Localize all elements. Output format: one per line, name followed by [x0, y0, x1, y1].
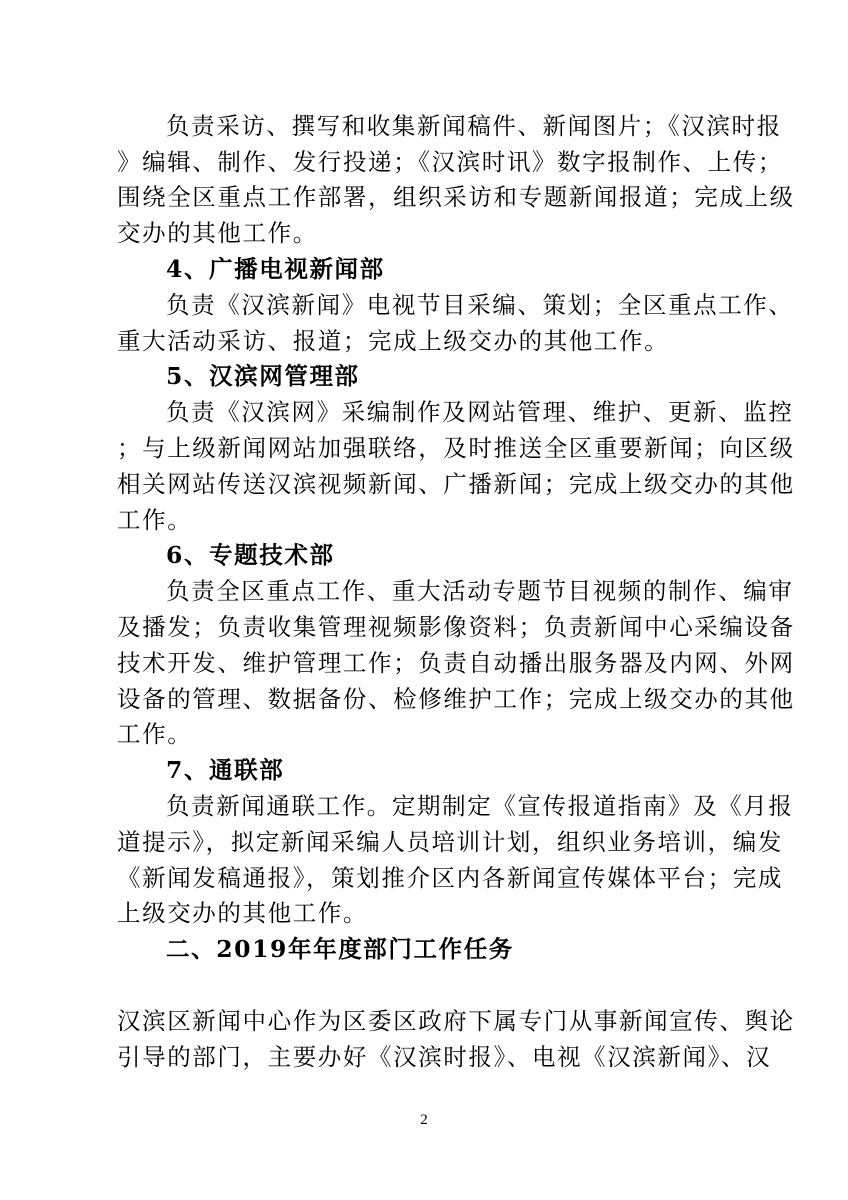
section-heading: 5、汉滨网管理部	[166, 362, 360, 390]
paragraph-line: 上级交办的其他工作。	[117, 899, 368, 927]
paragraph-line: 负责《汉滨网》采编制作及网站管理、维护、更新、监控	[166, 398, 794, 426]
part-heading: 二、2019年年度部门工作任务	[166, 935, 514, 963]
paragraph-line: 技术开发、维护管理工作；负责自动播出服务器及内网、外网	[117, 649, 795, 677]
paragraph-line: 道提示》，拟定新闻采编人员培训计划，组织业务培训，编发	[117, 828, 783, 856]
section-heading: 7、通联部	[166, 756, 285, 784]
paragraph-line: 围绕全区重点工作部署，组织采访和专题新闻报道；完成上级	[117, 183, 795, 211]
paragraph-line: 负责全区重点工作、重大活动专题节目视频的制作、编审	[166, 577, 794, 605]
paragraph-line: 负责采访、撰写和收集新闻稿件、新闻图片；《汉滨时报	[166, 112, 782, 140]
paragraph-line: 《新闻发稿通报》，策划推介区内各新闻宣传媒体平台；完成	[117, 864, 783, 892]
paragraph-line: 负责新闻通联工作。定期制定《宣传报道指南》及《月报	[166, 792, 794, 820]
paragraph-line: 》编辑、制作、发行投递；《汉滨时讯》数字报制作、上传；	[117, 148, 783, 176]
paragraph-line: 及播发；负责收集管理视频影像资料；负责新闻中心采编设备	[117, 613, 795, 641]
paragraph-line: 设备的管理、数据备份、检修维护工作；完成上级交办的其他	[117, 685, 795, 713]
paragraph-line: 引导的部门，主要办好《汉滨时报》、电视《汉滨新闻》、汉	[117, 1043, 772, 1071]
paragraph-line: 工作。	[117, 506, 193, 534]
paragraph-line: 相关网站传送汉滨视频新闻、广播新闻；完成上级交办的其他	[117, 470, 795, 498]
paragraph-line: ；与上级新闻网站加强联络，及时推送全区重要新闻；向区级	[117, 434, 795, 462]
page-number: 2	[420, 1112, 428, 1128]
paragraph-line: 交办的其他工作。	[117, 219, 318, 247]
paragraph-line: 负责《汉滨新闻》电视节目采编、策划；全区重点工作、	[166, 291, 794, 319]
paragraph-line: 汉滨区新闻中心作为区委区政府下属专门从事新闻宣传、舆论	[117, 1007, 795, 1035]
section-heading: 4、广播电视新闻部	[166, 255, 385, 283]
paragraph-line: 重大活动采访、报道；完成上级交办的其他工作。	[117, 327, 670, 355]
section-heading: 6、专题技术部	[166, 541, 335, 569]
paragraph-line: 工作。	[117, 720, 193, 748]
